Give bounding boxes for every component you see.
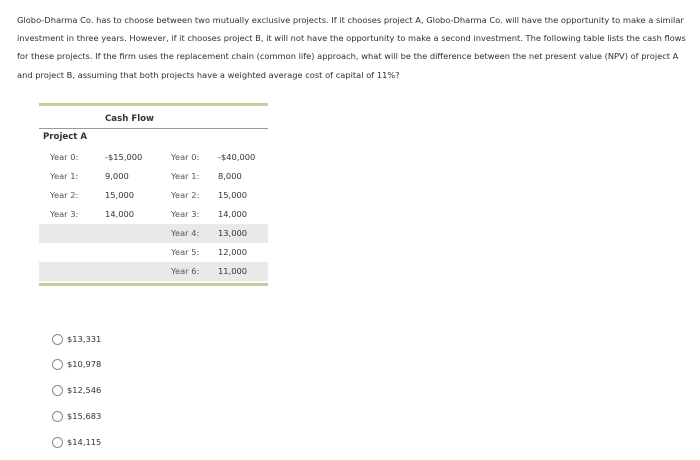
- table-row: [39, 186, 268, 205]
- project-b-year-label: Year 5:: [171, 247, 200, 257]
- project-b-cash-flow: 12,000: [218, 247, 248, 257]
- project-b-year-label: Year 2:: [171, 190, 200, 200]
- table-row: [39, 205, 268, 224]
- radio-button[interactable]: [52, 385, 63, 396]
- radio-button[interactable]: [52, 437, 63, 448]
- table-row: [39, 224, 268, 243]
- table-bottom-rule: [39, 283, 268, 286]
- answer-option-label: $13,331: [67, 334, 102, 344]
- project-b-year-label: Year 1:: [171, 171, 200, 181]
- project-b-cash-flow: 11,000: [218, 266, 248, 276]
- radio-button[interactable]: [52, 334, 63, 345]
- table-top-rule: [39, 103, 268, 106]
- project-a-cash-flow: 15,000: [105, 190, 135, 200]
- project-b-cash-flow: -$40,000: [218, 152, 256, 162]
- radio-button[interactable]: [52, 411, 63, 422]
- answer-option-label: $14,115: [67, 437, 102, 447]
- project-b-year-label: Year 3:: [171, 209, 200, 219]
- answer-option-label: $10,978: [67, 359, 102, 369]
- project-b-cash-flow: 14,000: [218, 209, 248, 219]
- radio-button[interactable]: [52, 359, 63, 370]
- table-row: [39, 148, 268, 167]
- project-b-year-label: Year 6:: [171, 266, 200, 276]
- project-a-year-label: Year 1:: [50, 171, 79, 181]
- table-header-divider: [39, 128, 268, 129]
- project-b-cash-flow: 13,000: [218, 228, 248, 238]
- project-b-year-label: Year 0:: [171, 152, 200, 162]
- project-b-cash-flow: 8,000: [218, 171, 242, 181]
- project-a-year-label: Year 3:: [50, 209, 79, 219]
- table-row: [39, 167, 268, 186]
- project-a-year-label: Year 2:: [50, 190, 79, 200]
- table-header-cash-flow: Cash Flow: [105, 114, 154, 124]
- project-a-year-label: Year 0:: [50, 152, 79, 162]
- question-text: Globo-Dharma Co. has to choose between two mutually exclusive projects. If it chooses project A, Globo-Dharma Co. will have the opportunity to make a similar investment in three years. However, if it chooses project B, it will not have the opportunity to make a second investment. The following table lists the cash flows for these projects. If the firm uses the replacement chain (common life) approach, what will be the difference between the net present value (NPV) of project A and project B, assuming that both projects have a weighted average cost of capital of 11%?: [17, 15, 686, 80]
- table-row: [39, 243, 268, 262]
- project-a-label: Project A: [43, 132, 88, 142]
- project-a-cash-flow: -$15,000: [105, 152, 143, 162]
- table-row: [39, 262, 268, 281]
- answer-option-label: $12,546: [67, 385, 102, 395]
- project-b-cash-flow: 15,000: [218, 190, 248, 200]
- project-a-cash-flow: 14,000: [105, 209, 135, 219]
- answer-option-label: $15,683: [67, 411, 102, 421]
- project-a-cash-flow: 9,000: [105, 171, 129, 181]
- project-b-year-label: Year 4:: [171, 228, 200, 238]
